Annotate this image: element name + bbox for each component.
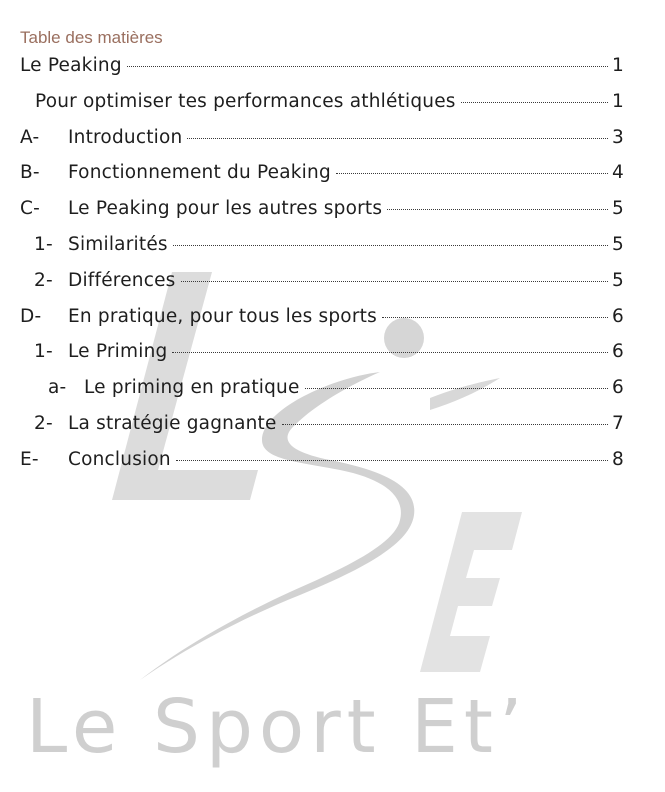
- toc-entry[interactable]: [20, 234, 624, 270]
- toc-entry-title[interactable]: Conclusion: [68, 448, 171, 470]
- toc-entry-page-number[interactable]: 5: [612, 269, 624, 291]
- dot-leader: [461, 102, 608, 103]
- toc-entry-title[interactable]: En pratique, pour tous les sports: [68, 305, 377, 327]
- dot-leader: [282, 424, 608, 425]
- toc-entry[interactable]: [20, 377, 624, 413]
- toc-list: [20, 55, 624, 485]
- toc-entry[interactable]: [20, 198, 624, 234]
- toc-entry[interactable]: [20, 127, 624, 163]
- toc-entry-marker: C-: [20, 198, 40, 220]
- watermark-letter-e-shape: [420, 512, 522, 672]
- toc-entry-marker: 2-: [34, 412, 53, 434]
- toc-entry-title[interactable]: La stratégie gagnante: [68, 412, 277, 434]
- toc-entry[interactable]: [20, 270, 624, 306]
- toc-entry-title[interactable]: Introduction: [68, 126, 183, 148]
- dot-leader: [172, 352, 608, 353]
- toc-entry-page-number[interactable]: 3: [612, 126, 624, 148]
- toc-entry[interactable]: [20, 91, 624, 127]
- toc-entry-page-number[interactable]: 6: [612, 305, 624, 327]
- toc-entry[interactable]: [20, 162, 624, 198]
- dot-leader: [173, 245, 608, 246]
- toc-entry-marker: a-: [48, 377, 67, 399]
- toc-entry-marker: A-: [20, 126, 40, 148]
- toc-entry-title[interactable]: Le Priming: [68, 341, 168, 363]
- toc-entry-page-number[interactable]: 5: [612, 233, 624, 255]
- toc-entry-marker: 2-: [34, 269, 53, 291]
- toc-entry-page-number[interactable]: 6: [612, 377, 624, 399]
- toc-entry-title[interactable]: Le priming en pratique: [84, 377, 300, 399]
- dot-leader: [181, 281, 609, 282]
- toc-entry-marker: B-: [20, 162, 40, 184]
- toc-entry-page-number[interactable]: 4: [612, 162, 624, 184]
- toc-entry[interactable]: [20, 449, 624, 485]
- dot-leader: [176, 460, 608, 461]
- dot-leader: [187, 138, 608, 139]
- dot-leader: [305, 388, 608, 389]
- toc-entry-page-number[interactable]: 1: [612, 90, 624, 112]
- toc-entry-title[interactable]: Le Peaking pour les autres sports: [68, 198, 383, 220]
- toc-entry-page-number[interactable]: 1: [612, 55, 624, 76]
- dot-leader: [336, 173, 608, 174]
- toc-entry-title[interactable]: Similarités: [68, 233, 168, 255]
- toc-entry[interactable]: [20, 341, 624, 377]
- dot-leader: [382, 317, 608, 318]
- toc-heading: Table des matières: [20, 28, 163, 47]
- dot-leader: [387, 209, 608, 210]
- toc-entry-marker: 1-: [34, 341, 53, 363]
- dot-leader: [127, 66, 608, 67]
- toc-entry-marker: E-: [20, 448, 39, 470]
- toc-entry-marker: 1-: [34, 233, 53, 255]
- watermark-wordmark: Le Sport Et’: [26, 684, 529, 770]
- toc-entry-title[interactable]: Différences: [68, 269, 176, 291]
- toc-entry-page-number[interactable]: 7: [612, 412, 624, 434]
- toc-entry-page-number[interactable]: 6: [612, 341, 624, 363]
- toc-entry[interactable]: [20, 413, 624, 449]
- toc-entry-page-number[interactable]: 8: [612, 448, 624, 470]
- toc-entry-page-number[interactable]: 5: [612, 198, 624, 220]
- toc-entry[interactable]: [20, 306, 624, 342]
- toc-entry-title[interactable]: Le Peaking: [20, 55, 122, 76]
- toc-entry-marker: D-: [20, 305, 42, 327]
- toc-entry-title[interactable]: Pour optimiser tes performances athlétiques: [35, 90, 456, 112]
- toc-entry-title[interactable]: Fonctionnement du Peaking: [68, 162, 331, 184]
- table-of-contents: [20, 26, 624, 485]
- toc-entry[interactable]: [20, 55, 624, 91]
